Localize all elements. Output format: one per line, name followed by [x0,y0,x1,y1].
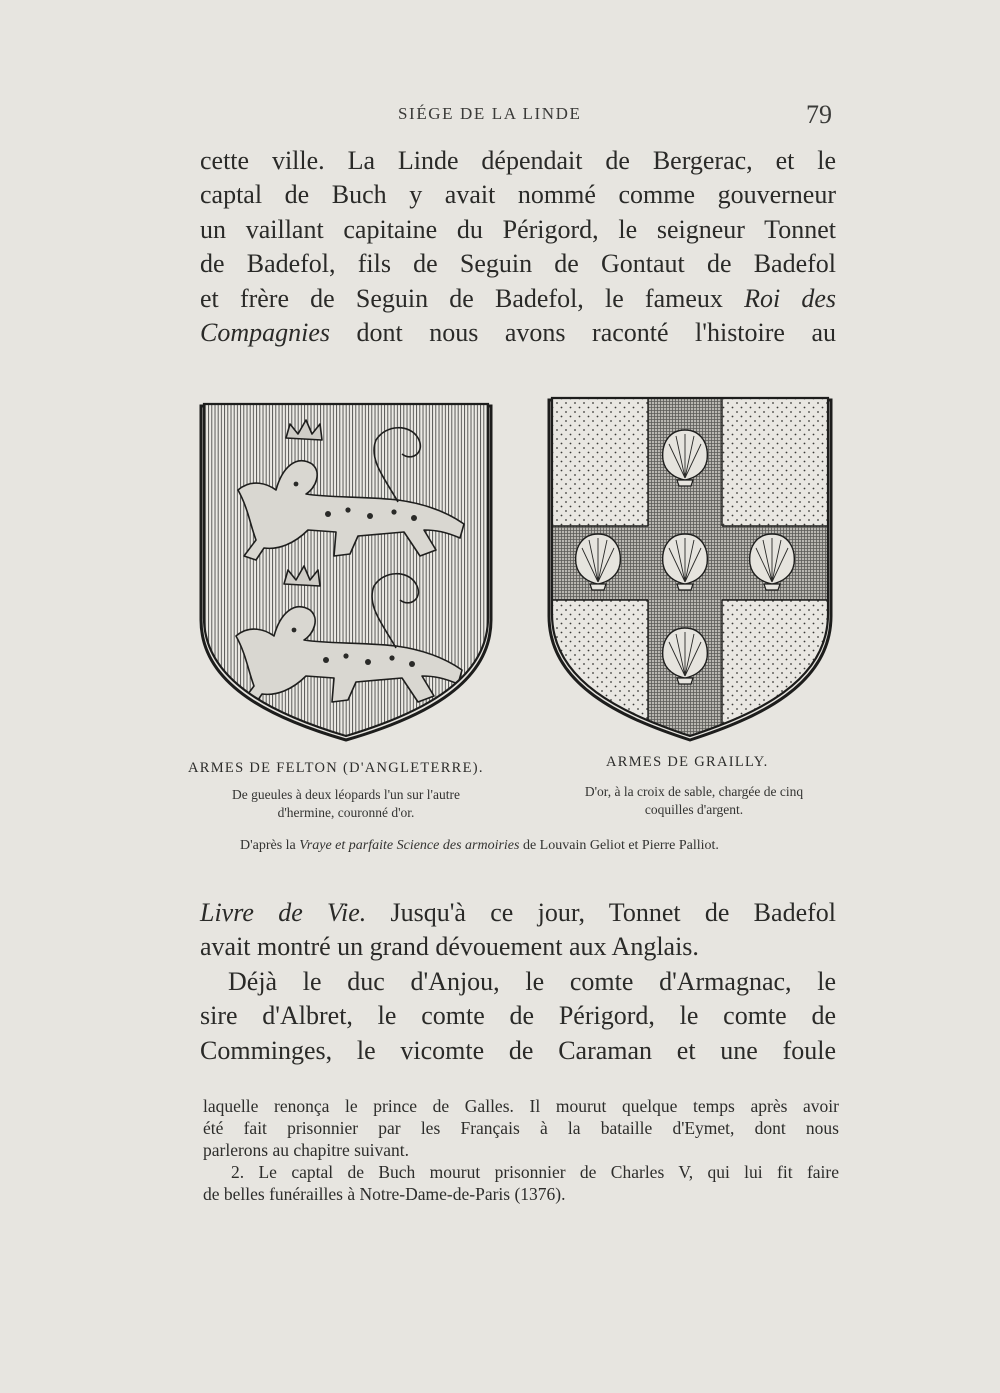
felton-coat-of-arms-illustration [198,398,498,746]
text-line [200,282,836,316]
text-line: avait montré un grand dévouement aux Anglais. [200,932,699,962]
italic-phrase: Roi des [744,283,837,313]
felton-caption-description [178,786,514,822]
credit-text: de Louvain Geliot et Pierre Palliot. [522,838,719,853]
footnote-line: 2. Le captal de Buch mourut prisonnier de Charles V, qui lui fit faire [231,1162,839,1182]
grailly-coat-of-arms-illustration [546,392,836,744]
text-fragment: dont nous avons raconté l'histoire au [356,318,837,348]
caption-line: d'hermine, couronné d'or. [277,805,415,820]
caption-line: De gueules à deux léopards l'un sur l'autre [232,787,460,802]
top-paragraph [200,144,836,350]
italic-phrase: Livre de Vie. [200,898,367,927]
running-title: SIÉGE DE LA LINDE [398,104,582,123]
bottom-paragraph [200,896,836,1068]
text-line: captal de Buch y avait nommé comme gouverneur [200,180,836,210]
text-line [200,316,836,350]
grailly-caption-title: ARMES DE GRAILLY. [606,754,769,770]
credit-book-title: Vraye et parfaite Science des armoiries [299,838,520,853]
figure-credit [240,838,719,854]
text-line: un vaillant capitaine du Périgord, le seigneur Tonnet [200,214,836,244]
italic-phrase: Compagnies [200,318,330,348]
caption-line: coquilles d'argent. [644,802,744,817]
page-number: 79 [806,100,832,129]
footnote-line: parlerons au chapitre suivant. [203,1140,410,1160]
credit-text: D'après la [240,838,296,853]
text-line: Comminges, le vicomte de Caraman et une foule [200,1035,836,1065]
footnote-line: laquelle renonça le prince de Galles. Il mourut quelque temps après avoir [203,1096,839,1116]
caption-line: D'or, à la croix de sable, chargée de cinq [584,784,804,799]
text-line [200,896,836,930]
grailly-caption-description [540,783,848,819]
text-fragment: et frère de Seguin de Badefol, le fameux [200,283,723,313]
text-line: sire d'Albret, le comte de Périgord, le comte de [200,1001,836,1031]
text-line: cette ville. La Linde dépendait de Bergerac, et le [200,146,836,175]
footnote-line: été fait prisonnier par les Français à la bataille d'Eymet, dont nous [203,1118,839,1138]
footnotes [203,1095,839,1205]
text-line: Déjà le duc d'Anjou, le comte d'Armagnac, le [228,966,836,996]
text-line: de Badefol, fils de Seguin de Gontaut de Badefol [200,249,836,279]
text-fragment: Jusqu'à ce jour, Tonnet de Badefol [390,898,836,927]
footnote-line: de belles funérailles à Notre-Dame-de-Paris (1376). [203,1184,566,1204]
felton-caption-title: ARMES DE FELTON (D'ANGLETERRE). [188,760,484,776]
